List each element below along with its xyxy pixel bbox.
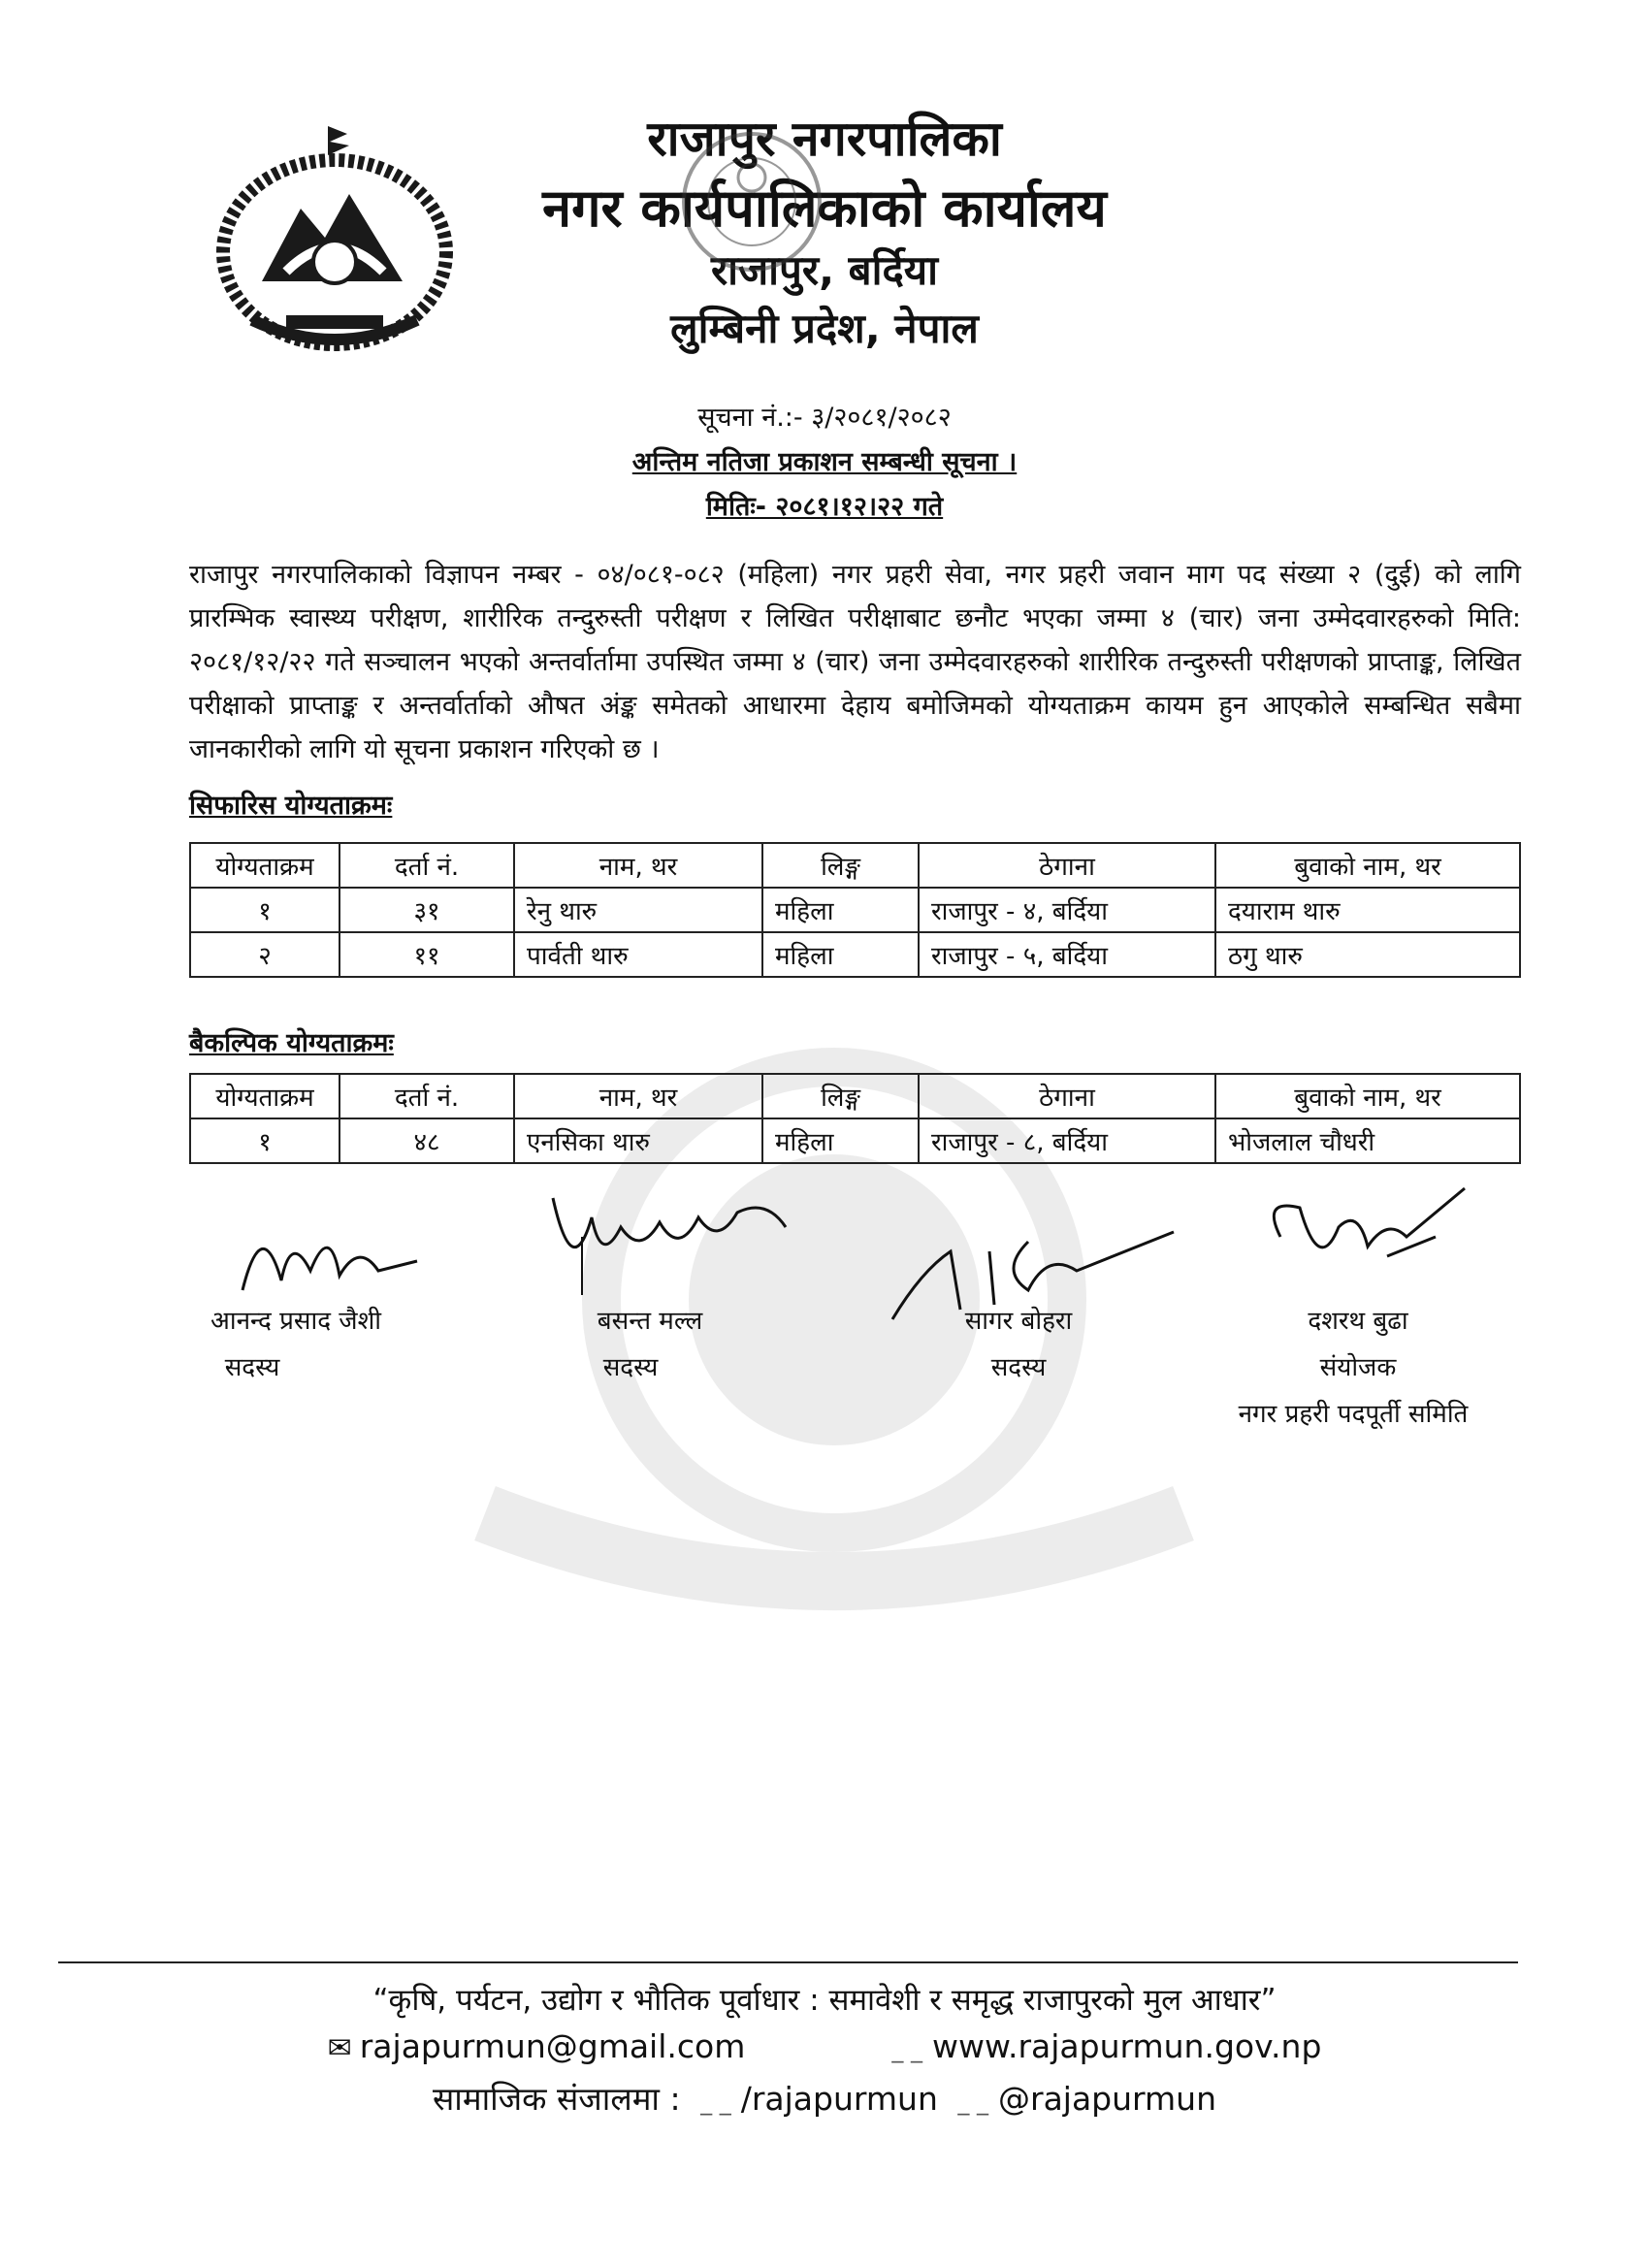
recommended-heading: सिफारिस योग्यताक्रमः [189,791,393,821]
signatory-role: संयोजक [1319,1353,1397,1382]
nepal-emblem-icon [194,116,475,359]
signature-2 [543,1179,892,1295]
email-icon: ✉ [327,2031,352,2065]
col-address: ठेगाना [919,1074,1215,1118]
table-row [190,932,1520,977]
notice-number: सूचना नं.:- ३/२०८१/२०८२ [697,403,952,433]
cell-address: राजापुर - ८, बर्दिया [919,1118,1215,1163]
cell-address: राजापुर - ४, बर्दिया [919,888,1215,932]
office-name: नगर कार्यपालिकाको कार्यालय [542,178,1107,239]
cell-name: पार्वती थारु [514,932,762,977]
globe-icon: _ _ [891,2036,923,2063]
email-link[interactable]: rajapurmun@gmail.com [359,2027,746,2065]
office-stamp [669,124,834,279]
website-link[interactable]: www.rajapurmun.gov.np [932,2027,1322,2065]
cell-name: एनसिका थारु [514,1118,762,1163]
col-gender: लिङ्ग [762,1074,919,1118]
twitter-icon: _ _ [957,2089,988,2116]
cell-rank: २ [190,932,340,977]
signatory-role: सदस्य [990,1353,1047,1382]
facebook-link[interactable]: /rajapurmun [740,2080,938,2118]
notice-body: राजापुर नगरपालिकाको विज्ञापन नम्बर - ०४/०८१-०८२ (महिला) नगर प्रहरी सेवा, नगर प्रहरी जवान माग पद संख्या २ (दुई) को लागि प्रारम्भिक स्वास्थ्य परीक्षण, शारीरिक तन्दुरुस्ती परीक्षण र लिखित परीक्षाबाट छनौट भएका जम्मा ४ (चार) जना उम्मेदवारहरुको मिति: २०८१/१२/२२ गते सञ्चालन भएको अन्तर्वार्तामा उपस्थित जम्मा ४ (चार) जना उम्मेदवारहरुको शारीरिक तन्दुरुस्ती परीक्षणको प्राप्ताङ्क, लिखित परीक्षाको प्राप्ताङ्क र अन्तर्वार्ताको औषत अंङ्क समेतको आधारमा देहाय बमोजिमको योग्यताक्रम कायम हुन आएकोले सम्बन्धित सबैमा जानकारीको लागि यो सूचना प्रकाशन गरिएको छ । [189,560,1521,764]
facebook-icon: _ _ [700,2089,731,2116]
footer-slogan: “कृषि, पर्यटन, उद्योग र भौतिक पूर्वाधार : समावेशी र समृद्ध राजापुरको मुल आधार” [372,1983,1277,2018]
table-header-row [190,843,1520,888]
footer-social [194,2076,1455,2120]
cell-rank: १ [190,888,340,932]
col-reg-no: दर्ता नं. [340,843,514,888]
col-reg-no: दर्ता नं. [340,1074,514,1118]
alternate-table [189,1073,1521,1164]
municipality-name: राजापुर नगरपालिका [647,111,1002,167]
signatory-name: सागर बोहरा [964,1307,1073,1336]
signatory-role: सदस्य [602,1353,659,1382]
cell-father-name: ठगु थारु [1215,932,1520,977]
footer-contact [194,2027,1455,2065]
cell-address: राजापुर - ५, बर्दिया [919,932,1215,977]
signatory-role: सदस्य [224,1353,280,1382]
cell-gender: महिला [762,888,919,932]
col-address: ठेगाना [919,843,1215,888]
cell-name: रेनु थारु [514,888,762,932]
col-rank: योग्यताक्रम [190,1074,340,1118]
cell-reg-no: ४८ [340,1118,514,1163]
recommended-table [189,842,1521,978]
cell-reg-no: ११ [340,932,514,977]
footer-divider [58,1961,1518,1963]
alternate-heading: बैकल्पिक योग्यताक्रमः [189,1028,394,1058]
signatory-name: आनन्द प्रसाद जैशी [210,1307,381,1336]
twitter-link[interactable]: @rajapurmun [998,2080,1217,2118]
notice-date: मितिः- २०८१।१२।२२ गते [705,492,944,522]
committee-name: नगर प्रहरी पदपूर्ती समिति [1238,1400,1469,1429]
col-name: नाम, थर [514,1074,762,1118]
signatory-name: दशरथ बुढा [1308,1307,1408,1336]
province-name: लुम्बिनी प्रदेश, नेपाल [670,305,979,352]
col-father-name: बुवाको नाम, थर [1215,1074,1520,1118]
col-name: नाम, थर [514,843,762,888]
social-label: सामाजिक संजालमा : [432,2080,681,2118]
col-rank: योग्यताक्रम [190,843,340,888]
cell-gender: महिला [762,932,919,977]
table-row [190,1118,1520,1163]
office-location: राजापुर, बर्दिया [710,246,939,294]
table-row [190,888,1520,932]
table-header-row [190,1074,1520,1118]
cell-rank: १ [190,1118,340,1163]
notice-title: अन्तिम नतिजा प्रकाशन सम्बन्धी सूचना । [631,447,1018,477]
col-father-name: बुवाको नाम, थर [1215,843,1520,888]
cell-father-name: दयाराम थारु [1215,888,1520,932]
cell-reg-no: ३१ [340,888,514,932]
cell-father-name: भोजलाल चौधरी [1215,1118,1520,1163]
cell-gender: महिला [762,1118,919,1163]
signatory-name: बसन्त मल्ल [597,1307,703,1336]
col-gender: लिङ्ग [762,843,919,888]
signature-4 [1242,1179,1591,1295]
